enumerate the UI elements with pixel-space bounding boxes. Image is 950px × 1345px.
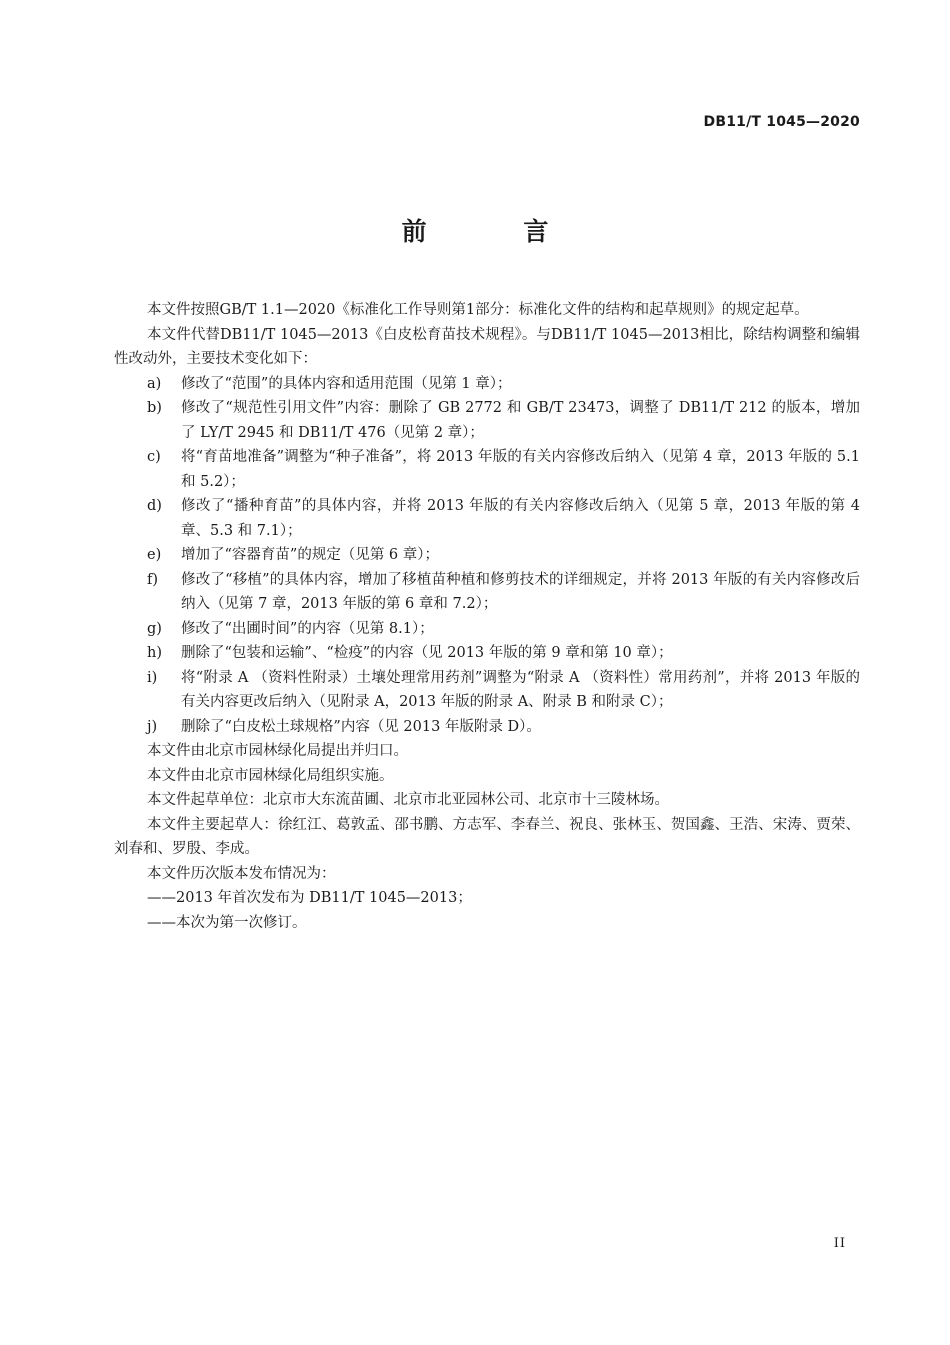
list-item-text: 修改了“规范性引用文件”内容：删除了 GB 2772 和 GB/T 23473，调整了 DB11/T 212 的版本，增加了 LY/T 2945 和 DB11/T 476（见第 2 章）；: [181, 400, 860, 441]
list-item-text: 修改了“播种育苗”的具体内容，并将 2013 年版的有关内容修改后纳入（见第 5 章，2013 年版的第 4 章、5.3 和 7.1）；: [181, 498, 860, 539]
history-entry: ——本次为第一次修订。: [147, 914, 307, 931]
list-item: [114, 396, 860, 445]
list-item: [114, 617, 860, 642]
list-marker: f): [147, 571, 159, 588]
list-item: [114, 372, 860, 397]
list-item-text: 增加了“容器育苗”的规定（见第 6 章）；: [181, 547, 440, 563]
list-item: [114, 543, 860, 568]
list-marker: d): [147, 498, 162, 514]
history-intro-paragraph: 本文件历次版本发布情况为：: [147, 865, 336, 882]
replacement-paragraph: 本文件代替DB11/T 1045—2013《白皮松育苗技术规程》。与DB11/T 1045—2013相比，除结构调整和编辑性改动外，主要技术变化如下：: [114, 326, 860, 367]
page-title: 前 言: [401, 217, 593, 246]
page-number: II: [833, 1236, 846, 1251]
history-entry: ——2013 年首次发布为 DB11/T 1045—2013；: [147, 890, 472, 906]
list-marker: g): [147, 620, 162, 637]
list-item-text: 将“附录 A （资料性附录）土壤处理常用药剂”调整为“附录 A （资料性）常用药剂”，并将 2013 年版的有关内容更改后纳入（见附录 A，2013 年版的附录 A、附录 B 和附录 C）；: [181, 669, 860, 710]
drafting-units-paragraph: 本文件起草单位：北京市大东流苗圃、北京市北亚园林公司、北京市十三陵林场。: [147, 792, 669, 808]
list-marker: i): [147, 669, 158, 686]
list-item-text: 删除了“白皮松土球规格”内容（见 2013 年版附录 D）。: [181, 718, 541, 735]
standard-code: DB11/T 1045—2020: [703, 114, 860, 130]
list-item: [114, 666, 860, 715]
list-item-text: 修改了“移植”的具体内容，增加了移植苗种植和修剪技术的详细规定，并将 2013 年版的有关内容修改后纳入（见第 7 章，2013 年版的第 6 章和 7.2）；: [181, 571, 860, 612]
list-marker: a): [147, 375, 162, 392]
list-marker: b): [147, 400, 162, 416]
document-body: [114, 298, 860, 935]
list-item-text: 将“育苗地准备”调整为“种子准备”，将 2013 年版的有关内容修改后纳入（见第 4 章，2013 年版的 5.1 和 5.2）；: [181, 449, 860, 490]
list-item: [114, 568, 860, 617]
changes-list: [114, 372, 860, 740]
list-marker: c): [147, 449, 161, 465]
list-item: [114, 494, 860, 543]
list-marker: e): [147, 547, 162, 563]
drafters-paragraph: 本文件主要起草人：徐红江、葛敦孟、邵书鹏、方志军、李春兰、祝良、张林玉、贺国鑫、王浩、宋涛、贾荣、刘春和、罗殷、李成。: [114, 816, 860, 857]
intro-paragraph: 本文件按照GB/T 1.1—2020《标准化工作导则第1部分：标准化文件的结构和起草规则》的规定起草。: [147, 302, 809, 318]
list-marker: h): [147, 645, 162, 661]
list-item-text: 删除了“包装和运输”、“检疫”的内容（见 2013 年版的第 9 章和第 10 章）；: [181, 645, 673, 661]
proposed-by-paragraph: 本文件由北京市园林绿化局提出并归口。: [147, 743, 408, 759]
list-marker: j): [147, 718, 158, 735]
list-item-text: 修改了“范围”的具体内容和适用范围（见第 1 章）；: [181, 375, 512, 392]
list-item: [114, 445, 860, 494]
list-item: [114, 641, 860, 666]
organized-by-paragraph: 本文件由北京市园林绿化局组织实施。: [147, 767, 394, 784]
list-item-text: 修改了“出圃时间”的内容（见第 8.1）；: [181, 620, 434, 637]
list-item: [114, 715, 860, 740]
